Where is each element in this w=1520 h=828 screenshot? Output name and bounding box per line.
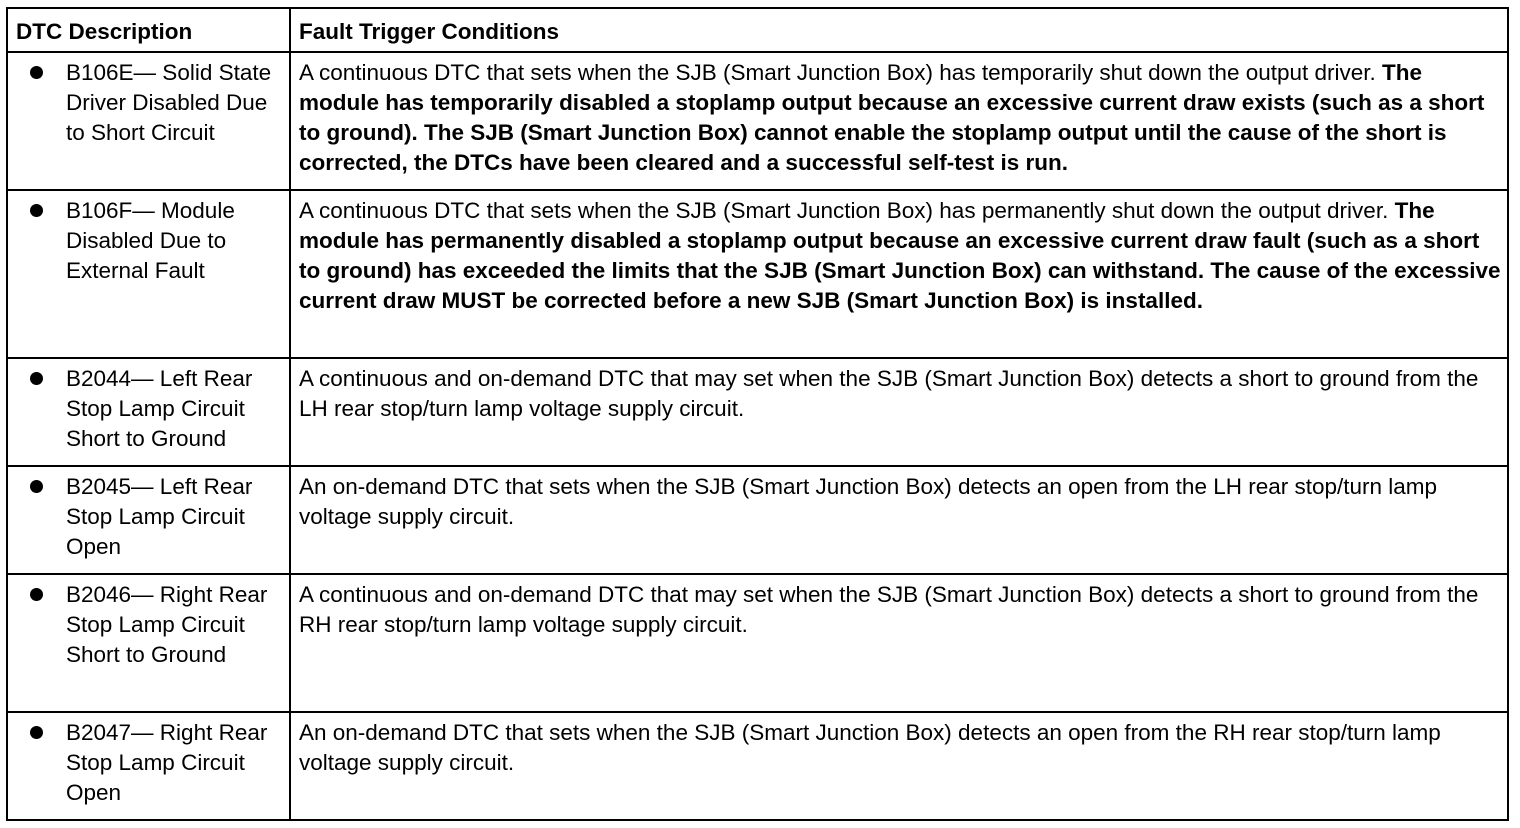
dtc-table [6,7,1509,821]
condition-text: An on-demand DTC that sets when the SJB (Smart Junction Box) detects an open from the RH rear stop/turn lamp voltage supply circuit. [299,720,1441,775]
table-row [7,466,1508,574]
fault-condition-cell [290,358,1508,466]
fault-condition-cell [290,52,1508,190]
dtc-description-cell [7,52,290,190]
dtc-description-cell [7,574,290,712]
bullet-icon [16,580,66,610]
dtc-description-cell [7,712,290,820]
dtc-code-label: B2046— Right Rear Stop Lamp Circuit Short to Ground [66,582,268,667]
condition-text: An on-demand DTC that sets when the SJB (Smart Junction Box) detects an open from the LH rear stop/turn lamp voltage supply circuit. [299,474,1438,529]
dtc-description-cell [7,358,290,466]
fault-condition-cell [290,190,1508,358]
header-dtc-description: DTC Description [7,8,290,52]
condition-text: A continuous DTC that sets when the SJB (Smart Junction Box) has temporarily shut down the output driver. [299,60,1376,85]
fault-condition-cell [290,466,1508,574]
table-row [7,52,1508,190]
condition-text: A continuous and on-demand DTC that may set when the SJB (Smart Junction Box) detects a short to ground from the RH rear stop/turn lamp voltage supply circuit. [299,582,1479,637]
dtc-code-label: B2045— Left Rear Stop Lamp Circuit Open [66,474,253,559]
dtc-code-label: B106E— Solid State Driver Disabled Due to Short Circuit [66,60,272,145]
bullet-icon [16,472,66,502]
dtc-code-label: B2044— Left Rear Stop Lamp Circuit Short to Ground [66,366,253,451]
dtc-code-label: B2047— Right Rear Stop Lamp Circuit Open [66,720,268,805]
condition-text: A continuous and on-demand DTC that may set when the SJB (Smart Junction Box) detects a short to ground from the LH rear stop/turn lamp voltage supply circuit. [299,366,1479,421]
table-header-row [7,8,1508,52]
header-fault-trigger-conditions: Fault Trigger Conditions [290,8,1508,52]
fault-condition-cell [290,712,1508,820]
table-row [7,712,1508,820]
dtc-description-cell [7,190,290,358]
bullet-icon [16,364,66,394]
bullet-icon [16,718,66,748]
condition-bold-text: The module has permanently disabled a stoplamp output because an excessive current draw fault (such as a short to ground) has exceeded the limits that the SJB (Smart Junction Box) can withstand. The cause of the excessive current draw MUST be corrected before a new SJB (Smart Junction Box) is installed. [299,198,1501,313]
fault-condition-cell [290,574,1508,712]
dtc-description-cell [7,466,290,574]
bullet-icon [16,58,66,88]
table-row [7,358,1508,466]
table-row [7,190,1508,358]
condition-text: A continuous DTC that sets when the SJB (Smart Junction Box) has permanently shut down the output driver. [299,198,1389,223]
bullet-icon [16,196,66,226]
condition-bold-text: The module has temporarily disabled a stoplamp output because an excessive current draw exists (such as a short to ground). The SJB (Smart Junction Box) cannot enable the stoplamp output until the cause of the short is corrected, the DTCs have been cleared and a successful self-test is run. [299,60,1485,175]
table-row [7,574,1508,712]
dtc-code-label: B106F— Module Disabled Due to External Fault [66,198,235,283]
